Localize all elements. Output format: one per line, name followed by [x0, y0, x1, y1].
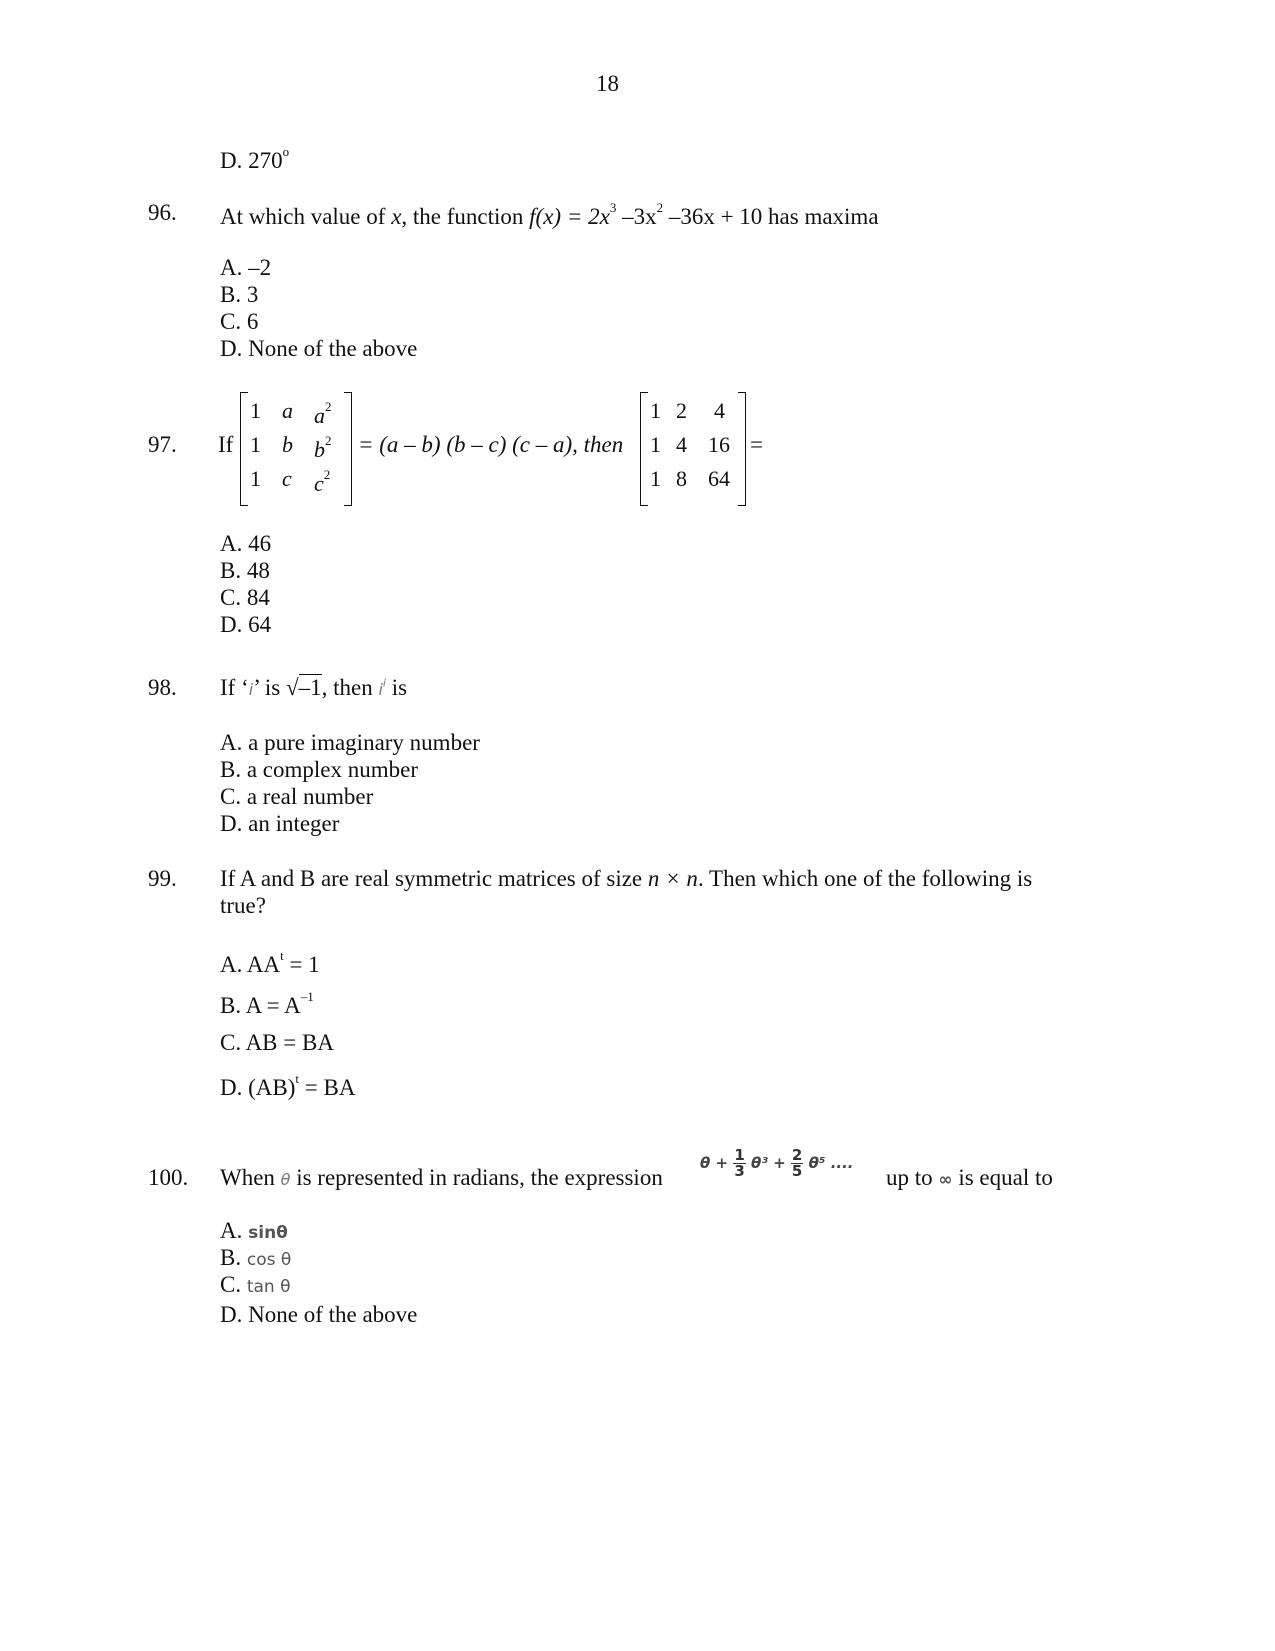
matrix-cell: 1: [250, 432, 261, 457]
matrix-cell: 4: [676, 432, 687, 457]
matrix-cell: 4: [714, 398, 725, 423]
cos-theta: cos θ: [246, 1250, 292, 1270]
q98-t3: , then: [321, 675, 379, 700]
question-98-text: [220, 676, 407, 699]
q98-option-d: D. an integer: [220, 811, 340, 836]
matrix-cell: a: [282, 398, 293, 423]
q97-matrix-numbers: [640, 392, 746, 506]
degree-sign: o: [282, 144, 290, 159]
bracket-left: [240, 392, 248, 506]
matrix-cell: 64: [708, 466, 730, 491]
q99-option-a: A. $AA^t = 1$: [220, 948, 320, 977]
q96-option-b: B. 3: [220, 282, 259, 307]
q96-exp2: 2: [656, 200, 664, 215]
q98-sqrt-arg: –1: [298, 675, 322, 700]
fraction-two-fifths: $\frac{2}{5}$: [791, 1146, 803, 1180]
q98-i: i: [248, 680, 254, 699]
q100-option-a: A. sinθ: [220, 1218, 288, 1243]
question-number-99: 99.: [148, 866, 177, 891]
q98-t1: If ‘: [220, 675, 249, 700]
matrix-cell: 1: [250, 466, 261, 491]
question-100-text: When θ is represented in radians, the expression: [220, 1165, 663, 1190]
q96-function: f(x) = 2x: [529, 204, 610, 229]
q99-option-b: B. $A = A^{-1}$: [220, 989, 314, 1018]
question-number-97: 97.: [148, 432, 177, 457]
q96-option-d: D. None of the above: [220, 336, 418, 361]
question-number-98: 98.: [148, 675, 177, 700]
question-99-line2: true?: [220, 893, 266, 918]
q96-var-x: x: [391, 204, 402, 229]
matrix-cell: 8: [676, 466, 687, 491]
question-number-100: 100.: [148, 1165, 189, 1190]
q97-matrix-abc: [240, 392, 352, 506]
q97-equals: =: [750, 432, 763, 457]
bracket-right: [738, 392, 746, 506]
matrix-cell: 2: [676, 398, 687, 423]
q99-size: n × n: [647, 866, 698, 891]
matrix-cell: 1: [250, 398, 261, 423]
q97-equation: = (a – b) (b – c) (c – a), then: [358, 432, 624, 457]
q96-mid: –3x: [616, 204, 657, 229]
prev-option-d-text: D. 270: [220, 148, 283, 173]
q100-option-b: B. cos θ: [220, 1245, 292, 1270]
q96-exp3: 3: [609, 200, 617, 215]
q98-i-exp: i: [382, 676, 386, 690]
q100-tail: up to ∞ is equal to: [886, 1165, 1053, 1190]
q98-option-b: B. a complex number: [220, 757, 419, 782]
q97-option-b: B. 48: [220, 558, 270, 583]
prev-option-d: [220, 145, 289, 172]
q100-option-d: D. None of the above: [220, 1302, 418, 1327]
q97-if: If: [218, 432, 234, 457]
matrix-cell: c: [282, 466, 292, 491]
tan-theta: tan θ: [246, 1277, 291, 1297]
bracket-left: [640, 392, 648, 506]
matrix-cell: 1: [650, 398, 661, 423]
matrix-cell: $c^2$: [314, 467, 331, 496]
fraction-one-third: $\frac{1}{3}$: [734, 1146, 745, 1180]
q97-option-d: D. 64: [220, 612, 272, 637]
q98-t4: is: [385, 675, 408, 700]
q97-option-c: C. 84: [220, 585, 270, 610]
q98-i-base: i: [378, 680, 383, 699]
q97-option-a: A. 46: [220, 531, 272, 556]
matrix-cell: $b^2$: [314, 433, 332, 462]
question-99-line1: If A and B are real symmetric matrices of size n × n. Then which one of the following is: [220, 866, 1033, 891]
matrix-cell: $a^2$: [314, 399, 332, 428]
matrix-cell: 16: [708, 432, 730, 457]
sin-theta: sinθ: [248, 1223, 288, 1243]
q98-t2: ’ is: [253, 675, 286, 700]
matrix-cell: 1: [650, 466, 661, 491]
question-96-text: [220, 201, 879, 228]
sqrt-symbol: √: [285, 675, 299, 700]
infinity-symbol: ∞: [938, 1170, 953, 1190]
q99-option-d: D. (AB)$^t$ = BA: [220, 1071, 356, 1100]
q98-option-a: A. a pure imaginary number: [220, 730, 480, 755]
q96-option-a: A. –2: [220, 255, 272, 280]
theta-symbol: θ: [280, 1170, 291, 1189]
bracket-right: [344, 392, 352, 506]
q96-text-a: At which value of: [220, 204, 392, 229]
matrix-cell: b: [282, 432, 293, 457]
q98-option-c: C. a real number: [220, 784, 374, 809]
q96-text-b: , the function: [401, 204, 530, 229]
q100-option-c: C. tan θ: [220, 1272, 291, 1297]
series-expression: θ + $\frac{1}{3}$ θ³ + $\frac{2}{5}$ θ⁵ ....: [700, 1146, 854, 1180]
q96-option-c: C. 6: [220, 309, 259, 334]
q96-tail: –36x + 10 has maxima: [663, 204, 879, 229]
matrix-cell: 1: [650, 432, 661, 457]
page-number: 18: [596, 71, 619, 96]
q99-option-c: C. AB = BA: [220, 1030, 334, 1055]
question-number-96: 96.: [148, 200, 177, 225]
